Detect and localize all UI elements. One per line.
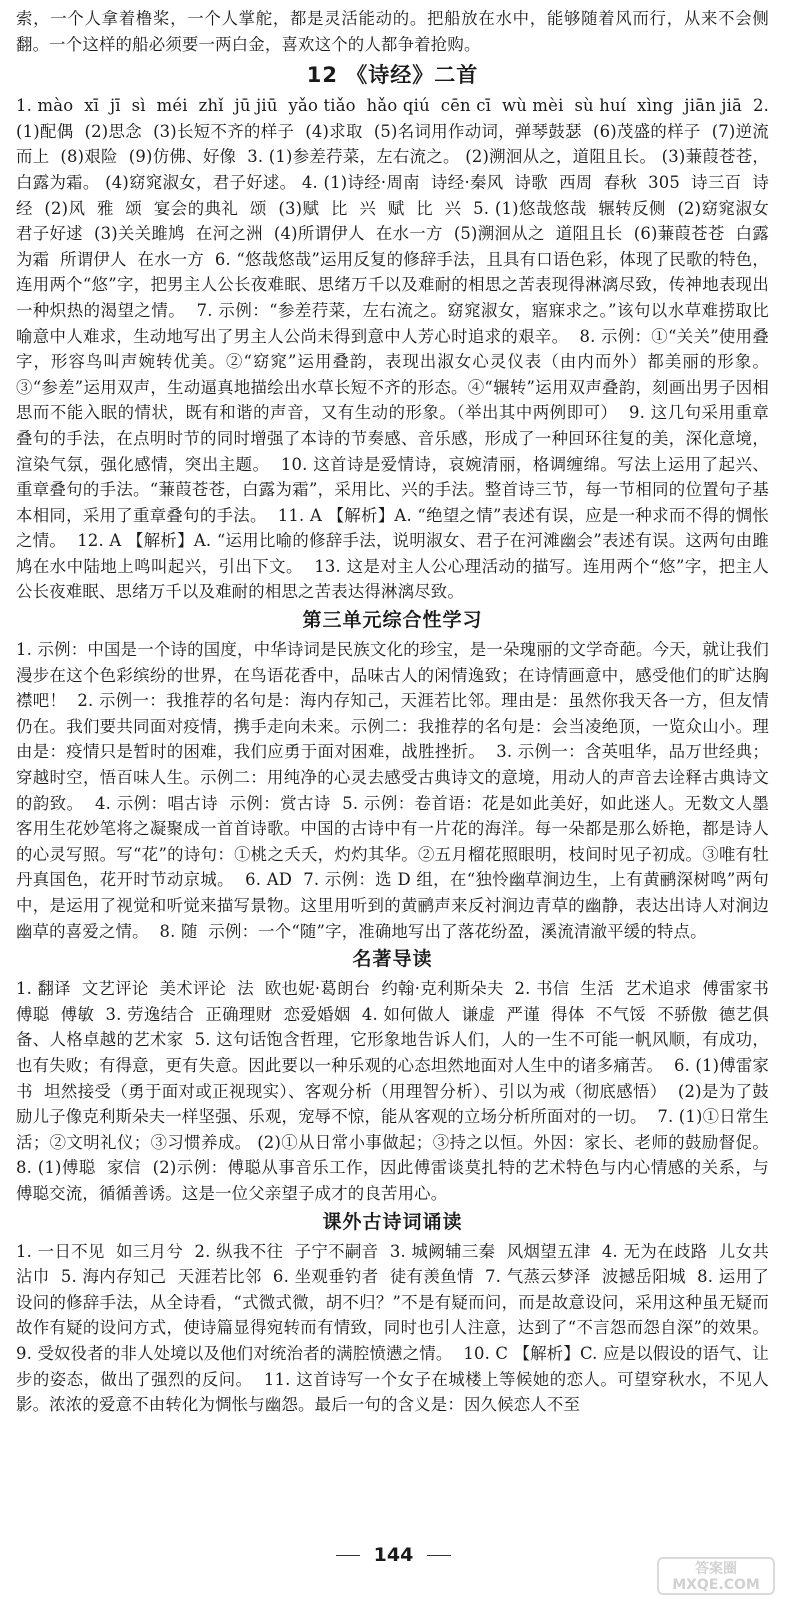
dash-left [336, 1555, 360, 1556]
section-body: 1. mào xī jī sì méi zhǐ jū jiū yǎo tiǎo hǎo qiú cēn cī wù mèi sù huí xìng jiān jiā 2. (1)配偶 (2)思念 (3)长短不齐的样子 (4)求取 (5)名词用作动词，弹琴鼓瑟 (6)茂盛的样子 (7)逆流而上 (8)艰险 (9)仿佛、好像 3. (1)参差荇菜，左右流之。 (2)溯洄从之，道阻且长。 (3)蒹葭苍苍，白露为霜。 (4)窈窕淑女，君子好逑。 4. (1)诗经·周南 诗经·秦风 诗歌 西周 春秋 305 诗三百 诗经 (2)风 雅 颂 宴会的典礼 颂 (3)赋 比 兴 赋 比 兴 5. (1)悠哉悠哉 辗转反侧 (2)窈窕淑女 君子好逑 (3)关关雎鸠 在河之洲 (4)所谓伊人 在水一方 (5)溯洄从之 道阻且长 (6)蒹葭苍苍 白露为霜 所谓伊人 在水一方 6. “悠哉悠哉”运用反复的修辞手法，且具有口语色彩，体现了民歌的特色，连用两个“悠”字，把男主人公长夜难眠、思绪万千以及难耐的相思之苦表现得淋漓尽致，传神地表现出一种炽热的渴望之情。 7. 示例：“参差荇菜，左右流之。窈窕淑女，寤寐求之。”该句以水草难捞取比喻意中人难求，生动地写出了男主人公尚未得到意中人芳心时追求的艰辛。 8. 示例：①“关关”使用叠字，形容鸟叫声婉转优美。②“窈窕”运用叠韵，表现出淑女心灵仪表（由内而外）都美丽的形象。③“参差”运用双声，生动逼真地描绘出水草长短不齐的形态。④“辗转”运用双声叠韵，刻画出男子因相思而不能入眠的情状，既有和谐的声音，又有生动的形象。（举出其中两例即可） 9. 这几句采用重章叠句的手法，在点明时节的同时增强了本诗的节奏感、音乐感，形成了一种回环往复的美，深化意境，渲染气氛，强化感情，突出主题。 10. 这首诗是爱情诗，哀婉清丽，格调缠绵。写法上运用了起兴、重章叠句的手法。“蒹葭苍苍，白露为霜”，采用比、兴的手法。整首诗三节，每一节相同的位置句子基本相同，采用了重章叠句的手法。 11. A 【解析】A. “绝望之情”表述有误，应是一种求而不得的惆怅之情。 12. A 【解析】A. “运用比喻的修辞手法，说明淑女、君子在河滩幽会”表述有误。这两句由雎鸠在水中陆地上鸣叫起兴，引出下文。 13. 这是对主人公心理活动的描写。连用两个“悠”字，把主人公长夜难眠、思绪万千以及难耐的相思之苦表达得淋漓尽致。 [16, 96, 780, 602]
section-body: 1. 示例：中国是一个诗的国度，中华诗词是民族文化的珍宝，是一朵瑰丽的文学奇葩。今天，就让我们漫步在这个色彩缤纷的世界，在鸟语花香中，品味古人的闲情逸致；在诗情画意中，感受他们的旷达胸襟吧！ 2. 示例一：我推荐的名句是：海内存知己，天涯若比邻。理由是：虽然你我天各一方，但友情仍在。我们要共同面对疫情，携手走向未来。示例二：我推荐的名句是：会当凌绝顶，一览众山小。理由是：疫情只是暂时的困难，我们应勇于面对困难，战胜挫折。 3. 示例一：含英咀华，品万世经典；穿越时空，悟百味人生。示例二：用纯净的心灵去感受古典诗文的意境，用动人的声音去诠释古典诗文的韵致。 4. 示例：唱古诗 示例：赏古诗 5. 示例：卷首语：花是如此美好，如此迷人。无数文人墨客用生花妙笔将之凝聚成一首首诗歌。中国的古诗中有一片花的海洋。每一朵都是那么娇艳，都是诗人的心灵写照。写“花”的诗句：①桃之夭夭，灼灼其华。②五月榴花照眼明，枝间时见子初成。③唯有牡丹真国色，花开时节动京城。 6. AD 7. 示例：选 D 组，在“独怜幽草涧边生，上有黄鹂深树鸣”两句中，是运用了视觉和听觉来描写景物。这里用听到的黄鹂声来反衬涧边青草的幽静，表达出诗人对涧边幽草的喜爱之情。 8. 随 示例：一个“随”字，准确地写出了落花纷盈，溪流清澈平缓的特点。 [16, 640, 769, 941]
watermark-logo: 答案圈 MXQE.COM [657, 1557, 775, 1595]
dash-right [427, 1555, 451, 1556]
section-body: 1. 一日不见 如三月兮 2. 纵我不往 子宁不嗣音 3. 城阙辅三秦 风烟望五津 4. 无为在歧路 儿女共沾巾 5. 海内存知己 天涯若比邻 6. 坐观垂钓者 徒有羡鱼情 7. 气蒸云梦泽 波撼岳阳城 8. 运用了设问的修辞手法，从全诗看，“式微式微，胡不归？”不是有疑而问，而是故意设问，采用这种虽无疑而故作有疑的设问方式，使诗篇显得宛转而有情致，同时也引人注意，达到了“不言怨而怨自深”的效果。 9. 受奴役者的非人处境以及他们对统治者的满腔愤懑之情。 10. C 【解析】C. 应是以假设的语气、让步的姿态，做出了强烈的反问。 11. 这首诗写一个女子在城楼上等候她的恋人。可望穿秋水，不见人影。浓浓的爱意不由转化为惆怅与幽怨。最后一句的含义是：因久候恋人不至 [16, 1241, 780, 1415]
section-shijing [16, 61, 780, 605]
section-unit3 [16, 607, 769, 944]
page-number-text: 144 [373, 1544, 414, 1566]
section-title: 名著导读 [352, 948, 433, 971]
section-body: 1. 翻译 文艺评论 美术评论 法 欧也妮·葛朗台 约翰·克利斯朵夫 2. 书信 生活 艺术追求 傅雷家书 傅聪 傅敏 3. 劳逸结合 正确理财 恋爱婚姻 4. 如何做人 谦虚 严谨 得体 不气馁 不骄傲 德艺俱备、人格卓越的艺术家 5. 这句话饱含哲理，它形象地告诉人们，人的一生不可能一帆风顺，有成功，也有失败；有得意，更有失意。因此要以一种乐观的心态坦然地面对人生中的诸多痛苦。 6. (1)傅雷家书 坦然接受（勇于面对或正视现实）、客观分析（用理智分析）、引以为戒（彻底感悟） (2)是为了鼓励儿子像克利斯朵夫一样坚强、乐观，宠辱不惊，能从客观的立场分析所面对的一切。 7. (1)①日常生活；②文明礼仪；③习惯养成。 (2)①从日常小事做起；③持之以恒。外因：家长、老师的鼓励督促。 8. (1)傅聪 家信 (2)示例：傅聪从事音乐工作，因此傅雷谈莫扎特的艺术特色与内心情感的关系，与傅聪交流，循循善诱。这是一位父亲望子成才的良苦用心。 [16, 979, 780, 1203]
section-classics-guide [16, 946, 780, 1206]
section-title: 12 《诗经》二首 [306, 63, 479, 88]
section-title: 课外古诗词诵读 [322, 1210, 463, 1233]
section-extra-poems [16, 1209, 780, 1418]
intro-paragraph: 索，一个人拿着橹桨，一个人掌舵，都是灵活能动的。把船放在水中，能够随着风而行，从来不会侧翻。一个这样的船必须要一两白金，喜欢这个的人都争着抢购。 [16, 9, 769, 54]
section-title: 第三单元综合性学习 [302, 609, 483, 632]
